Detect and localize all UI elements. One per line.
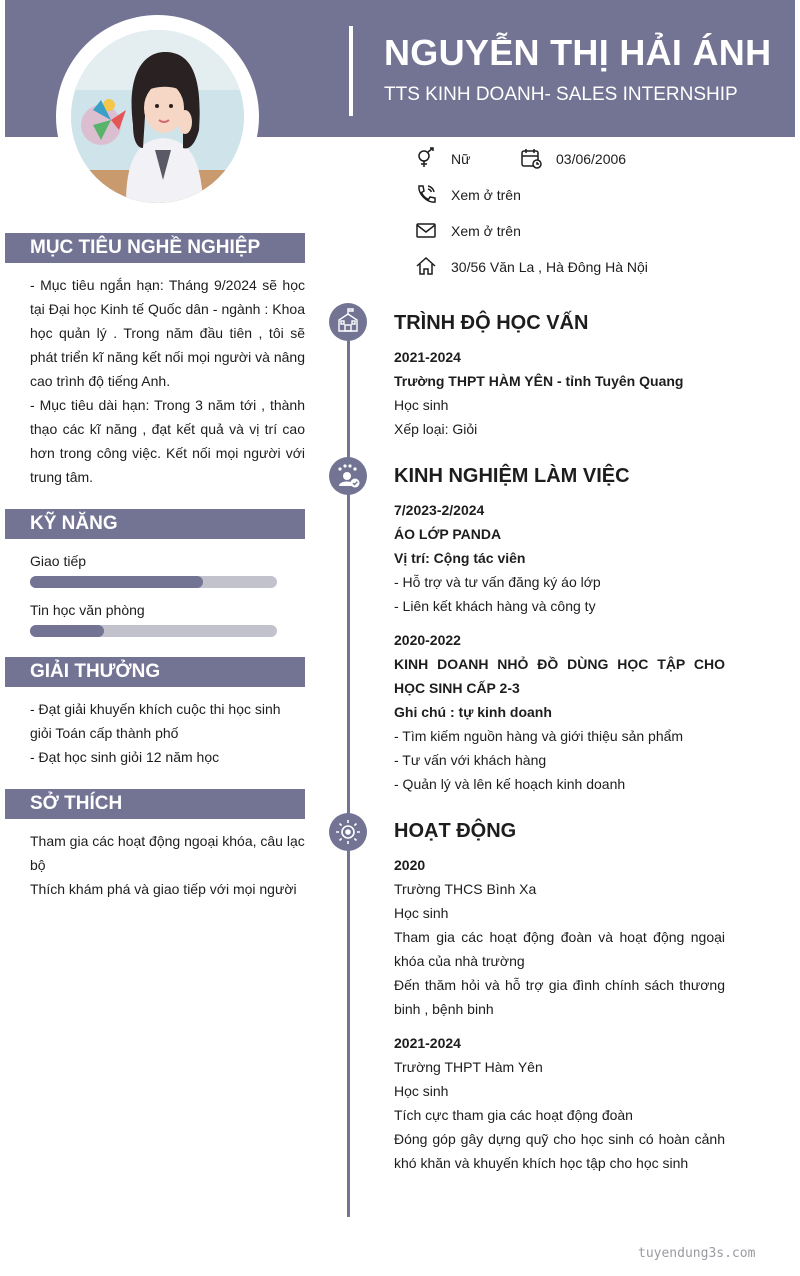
education-school: Trường THPT HÀM YÊN - tỉnh Tuyên Quang [394, 373, 684, 389]
award-item: - Đạt học sinh giỏi 12 năm học [30, 749, 220, 765]
team-rating-icon [329, 457, 367, 495]
education-role: Học sinh [394, 397, 449, 413]
hobbies-list [30, 829, 305, 901]
experience-heading: KINH NGHIỆM LÀM VIỆC [394, 465, 630, 487]
experience-job [394, 628, 725, 796]
awards-list [30, 697, 305, 769]
job-position: Ghi chú : tự kinh doanh [394, 704, 552, 720]
home-icon [415, 255, 437, 277]
gender-icon [415, 147, 437, 169]
job-company: ÁO LỚP PANDA [394, 526, 502, 542]
job-period: 7/2023-2/2024 [394, 502, 485, 518]
job-position: Vị trí: Cộng tác viên [394, 550, 526, 566]
hobbies-heading: SỞ THÍCH [5, 789, 305, 819]
header-divider [349, 26, 353, 116]
address-value: 30/56 Văn La , Hà Đông Hà Nội [451, 259, 648, 275]
activity-detail: Tham gia các hoạt động đoàn và hoạt động ngoại khóa của nhà trường [394, 929, 725, 969]
avatar [71, 30, 244, 203]
job-task: - Tư vấn với khách hàng [394, 752, 547, 768]
watermark: tuyendung3s.com [638, 1246, 756, 1261]
objective-long-term: - Mục tiêu dài hạn: Trong 3 năm tới , thành thạo các kĩ năng , đạt kết quả và vị trí cao hơn trong công việc. Kết nối mọi người với trung tâm. [30, 397, 305, 485]
skill-bar-fill [30, 625, 104, 637]
job-title: TTS KINH DOANH- SALES INTERNSHIP [384, 84, 738, 105]
calendar-icon [520, 147, 542, 169]
objective-heading: MỤC TIÊU NGHỀ NGHIỆP [5, 233, 305, 263]
phone-value: Xem ở trên [451, 187, 521, 203]
objective-text [30, 273, 305, 489]
dob-value: 03/06/2006 [556, 151, 627, 167]
skill-label: Tin học văn phòng [30, 602, 145, 618]
education-heading: TRÌNH ĐỘ HỌC VẤN [394, 312, 589, 334]
award-item: - Đạt giải khuyến khích cuộc thi học sinh giỏi Toán cấp thành phố [30, 701, 281, 741]
job-task: - Liên kết khách hàng và công ty [394, 598, 596, 614]
education-grade: Xếp loại: Giỏi [394, 421, 478, 437]
job-task: - Quản lý và lên kế hoạch kinh doanh [394, 776, 626, 792]
hobby-item: Thích khám phá và giao tiếp với mọi người [30, 881, 297, 897]
school-icon [329, 303, 367, 341]
activity-period: 2020 [394, 857, 426, 873]
education-period: 2021-2024 [394, 349, 461, 365]
hobby-item: Tham gia các hoạt động ngoại khóa, câu lạc bộ [30, 833, 305, 873]
awards-heading: GIẢI THƯỞNG [5, 657, 305, 687]
activity-detail: Tích cực tham gia các hoạt động đoàn [394, 1107, 633, 1123]
activity-gear-icon [329, 813, 367, 851]
job-period: 2020-2022 [394, 632, 461, 648]
activity-role: Học sinh [394, 905, 449, 921]
activity-item [394, 853, 725, 1021]
activity-item [394, 1031, 725, 1175]
skill-label: Giao tiếp [30, 553, 87, 569]
activity-period: 2021-2024 [394, 1035, 461, 1051]
experience-job [394, 498, 725, 618]
candidate-name: NGUYỄN THỊ HẢI ÁNH [384, 32, 772, 73]
objective-short-term: - Mục tiêu ngắn hạn: Tháng 9/2024 sẽ học tại Đại học Kinh tế Quốc dân - ngành : Khoa học quản lý . Trong năm đầu tiên , tôi sẽ phát triển kĩ năng kết nối mọi người và nâng cao trình độ tiếng Anh. [30, 277, 305, 389]
activities-heading: HOẠT ĐỘNG [394, 820, 517, 842]
activity-org: Trường THCS Bình Xa [394, 881, 537, 897]
activity-detail: Đến thăm hỏi và hỗ trợ gia đình chính sách thương binh , bệnh binh [394, 977, 725, 1017]
skill-bar-fill [30, 576, 203, 588]
job-task: - Tìm kiếm nguồn hàng và giới thiệu sản phẩm [394, 728, 684, 744]
email-icon [415, 219, 437, 241]
activity-org: Trường THPT Hàm Yên [394, 1059, 543, 1075]
job-task: - Hỗ trợ và tư vấn đăng ký áo lớp [394, 574, 601, 590]
activity-detail: Đóng góp gây dựng quỹ cho học sinh có hoàn cảnh khó khăn và khuyến khích học tập cho học sinh [394, 1131, 725, 1171]
education-block [394, 345, 725, 441]
gender-value: Nữ [451, 151, 471, 167]
skills-heading: KỸ NĂNG [5, 509, 305, 539]
phone-icon [415, 183, 437, 205]
job-company: KINH DOANH NHỎ ĐỒ DÙNG HỌC TẬP CHO HỌC SINH CẤP 2-3 [394, 656, 725, 696]
skill-bar-track [30, 625, 277, 637]
activity-role: Học sinh [394, 1083, 449, 1099]
email-value: Xem ở trên [451, 223, 521, 239]
skill-bar-track [30, 576, 277, 588]
